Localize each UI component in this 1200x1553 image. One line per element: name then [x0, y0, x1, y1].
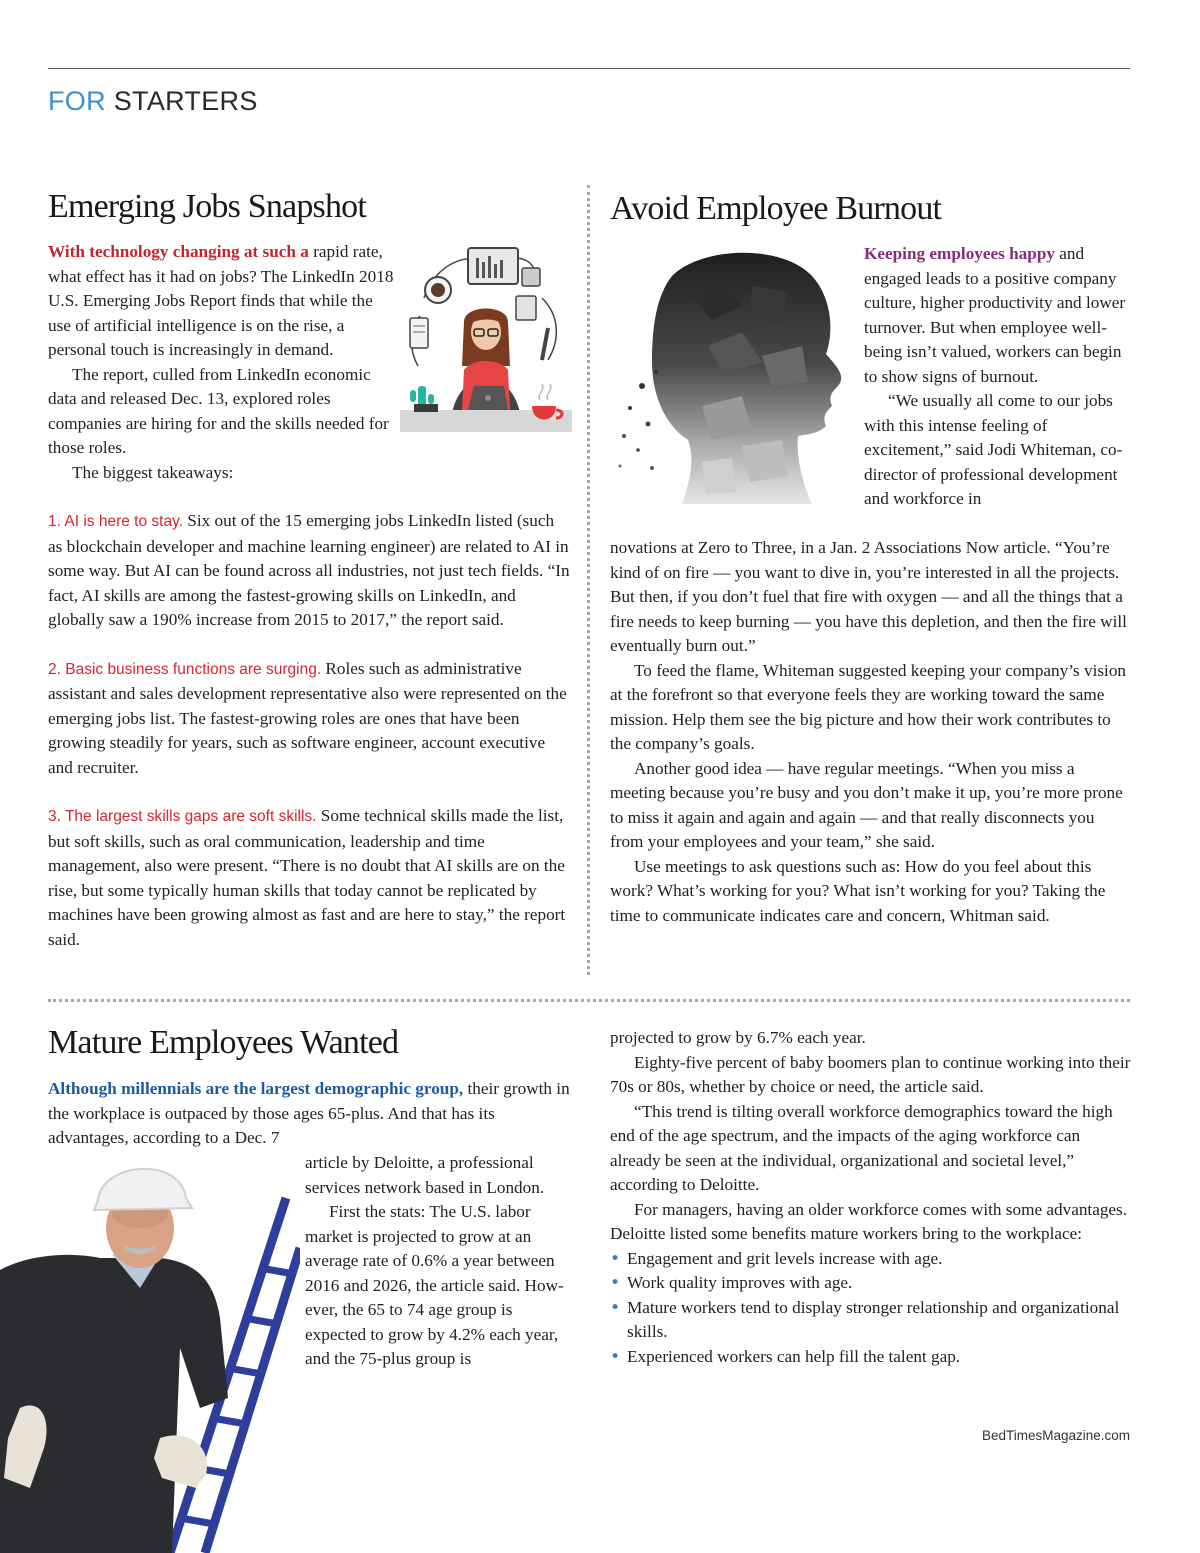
burnout-p2b: novations at Zero to Three, in a Jan. 2 Associations Now article. “You’re kind of on fire — you want to dive in, you’re interested in all the projects. But then, if you don’t fuel that fire with oxygen — and all the things that a fire needs to keep burning — you have this depletion, and then the fire will eventually burn out.”: [610, 538, 1127, 655]
burnout-lead: Keeping employees happy: [864, 244, 1055, 263]
emerging-jobs-takeaways: [48, 509, 570, 952]
tablet-icon: [410, 318, 428, 348]
takeaway-3-heading: 3. The largest skills gaps are soft skills.: [48, 808, 317, 825]
section-divider: [48, 999, 1130, 1002]
takeaway-1-heading: 1. AI is here to stay.: [48, 513, 183, 530]
emerging-jobs-p3: The biggest takeaways:: [72, 462, 234, 482]
burnout-p1: and engaged leads to a positive company culture, higher productivity and lower turnover. But when employee well-being isn’t valued, workers can begin to show signs of burnout.: [864, 244, 1126, 386]
top-rule: [48, 68, 1130, 69]
burnout-p4: Another good idea — have regular meetings. “When you miss a meeting because you’re busy and you don’t make it up, you’re more prone to miss it again and again and again — and that really disconnects you from your employees and your team,” she said.: [610, 758, 1123, 851]
bullet-icon: •: [610, 1346, 621, 1367]
benefits-list: [610, 1247, 1132, 1370]
bullet-icon: •: [610, 1297, 621, 1318]
section-header-starters: STARTERS: [113, 86, 258, 116]
burnout-p2a: “We usually all come to our jobs with this intense feeling of excitement,” said Jodi Whiteman, co-director of professional development and workforce in: [864, 391, 1123, 508]
emerging-jobs-p2: The report, culled from LinkedIn economic data and released Dec. 13, explored roles companies are hiring for and the skills needed for those roles.: [48, 364, 389, 457]
burnout-p5: Use meetings to ask questions such as: How do you feel about this work? What’s working for you? What isn’t working for you? Taking the time to communicate indicates care and concern, Whitman said.: [610, 856, 1106, 925]
mature-p1b: article by Deloitte, a professional services network based in London.: [305, 1153, 545, 1197]
burnout-p3: To feed the flame, Whiteman suggested keeping your company’s vision at the forefront so that everyone feels they are working toward the same mission. Help them see the big picture and how their work contributes to the company’s goals.: [610, 660, 1127, 753]
mature-lead: Although millennials are the largest demographic group,: [48, 1079, 464, 1098]
older-worker-with-ladder-photo: [0, 1158, 300, 1553]
list-item: • Engagement and grit levels increase with age.: [610, 1247, 1132, 1272]
mature-c2-p3: For managers, having an older workforce comes with some advantages. Deloitte listed some benefits mature workers bring to the workplace:: [610, 1199, 1128, 1243]
mature-p1: their growth in the workplace is outpaced by those ages 65-plus. And that has its advantages, according to a Dec. 7: [48, 1079, 570, 1147]
mature-c2-p0: projected to grow by 6.7% each year.: [610, 1028, 866, 1047]
mature-title: Mature Employees Wanted: [48, 1024, 399, 1061]
mature-p2: First the stats: The U.S. labor market is projected to grow at an average rate of 0.6% a year between 2016 and 2026, the article said. However, the 65 to 74 age group is expected to grow by 4.2% each year, and the 75-plus group is: [305, 1202, 564, 1368]
mature-c2-p2: “This trend is tilting overall workforce demographics toward the high end of the age spectrum, and the impacts of the aging workforce can already be seen at the individual, organizational and societal level,” according to Deloitte.: [610, 1101, 1113, 1194]
takeaway-2-heading: 2. Basic business functions are surging.: [48, 660, 322, 678]
calculator-icon: [516, 296, 536, 320]
list-item: • Experienced workers can help fill the talent gap.: [610, 1345, 1132, 1370]
section-header-for: FOR: [48, 86, 106, 116]
crumpled-paper-head-illustration: [612, 236, 858, 508]
burnout-title: Avoid Employee Burnout: [610, 190, 942, 227]
takeaway-2-body: Roles such as administrative assistant and sales development representative also were represented on the emerging jobs list. The fastest-growing roles are ones that have been growing steadily for years, such as software engineer, account executive and recruiter.: [48, 658, 567, 777]
burnout-body: [610, 536, 1132, 928]
woman-at-laptop-illustration: [400, 240, 572, 432]
emerging-jobs-intro: [48, 240, 396, 485]
takeaway-3-body: Some technical skills made the list, but soft skills, such as oral communication, leadership and time management, also were present. “There is no doubt that AI skills are on the rise, but some typically human skills that today cannot be replicated by machines have been growing almost as fast and are here to stay,” the report said.: [48, 806, 566, 949]
column-divider: [587, 185, 590, 975]
mature-column-1: [305, 1151, 570, 1372]
emerging-jobs-p1: rapid rate, what effect has it had on jobs? The LinkedIn 2018 U.S. Emerging Jobs Report finds that while the use of artificial intelligence is on the rise, a personal touch is increasingly in demand.: [48, 242, 394, 359]
list-item: • Work quality improves with age.: [610, 1271, 1132, 1296]
chart-board-icon: [468, 248, 518, 284]
emerging-jobs-lead: With technology changing at such a: [48, 242, 309, 261]
mature-column-2: [610, 1026, 1132, 1369]
mature-c2-p1: Eighty-five percent of baby boomers plan to continue working into their 70s or 80s, whether by choice or need, the article said.: [610, 1052, 1131, 1096]
mature-intro: [48, 1077, 570, 1151]
takeaway-1-body: Six out of the 15 emerging jobs LinkedIn listed (such as blockchain developer and machine learning engineer) are related to AI in some way. But AI can be found across all industries, not just tech fields. “In fact, AI skills are among the fastest-growing skills on LinkedIn, and globally saw a 190% increase from 2015 to 2017,” the report said.: [48, 511, 570, 629]
footer-website: BedTimesMagazine.com: [981, 1428, 1130, 1443]
burnout-intro: [864, 242, 1132, 512]
bullet-icon: •: [610, 1273, 621, 1293]
section-header: [48, 86, 258, 117]
emerging-jobs-title: Emerging Jobs Snapshot: [48, 188, 367, 225]
bullet-icon: •: [610, 1248, 621, 1269]
list-item: • Mature workers tend to display stronger relationship and organizational skills.: [610, 1297, 1120, 1341]
calendar-icon: [522, 268, 540, 286]
